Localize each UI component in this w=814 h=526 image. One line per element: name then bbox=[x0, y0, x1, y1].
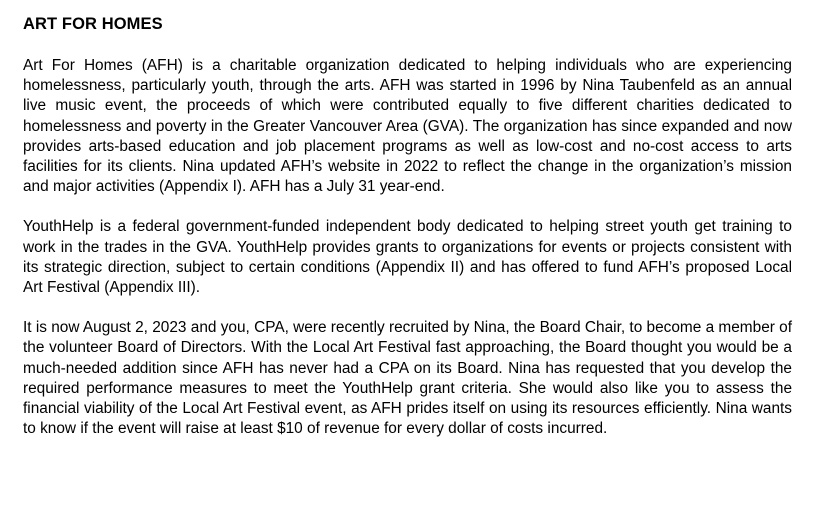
paragraph-cpa-request: It is now August 2, 2023 and you, CPA, were recently recruited by Nina, the Board Chair, to become a member of the volunteer Board of Directors. With the Local Art Festival fast approaching, the Board thought you would be a much-needed addition since AFH has never had a CPA on its Board. Nina has requested that you develop the required performance measures to meet the YouthHelp grant criteria. She would also like you to assess the financial viability of the Local Art Festival event, as AFH prides itself on using its resources efficiently. Nina wants to know if the event will raise at least $10 of revenue for every dollar of costs incurred. bbox=[23, 319, 792, 438]
paragraph-afh-overview: Art For Homes (AFH) is a charitable organization dedicated to helping individuals who are experiencing homelessness, particularly youth, through the arts. AFH was started in 1996 by Nina Taubenfeld as an annual live music event, the proceeds of which were contributed equally to five different charities dedicated to homelessness and poverty in the Greater Vancouver Area (GVA). The organization has since expanded and now provides arts-based education and job placement programs as well as low-cost and no-cost access to arts facilities for its clients. Nina updated AFH’s website in 2022 to reflect the change in the organization’s mission and major activities (Appendix I). AFH has a July 31 year-end. bbox=[23, 57, 792, 196]
document-page bbox=[23, 14, 792, 439]
document-heading: ART FOR HOMES bbox=[23, 15, 163, 33]
paragraph-youthhelp: YouthHelp is a federal government-funded independent body dedicated to helping street youth get training to work in the trades in the GVA. YouthHelp provides grants to organizations for events or projects consistent with its strategic direction, subject to certain conditions (Appendix II) and has offered to fund AFH’s proposed Local Art Festival (Appendix III). bbox=[23, 218, 792, 297]
